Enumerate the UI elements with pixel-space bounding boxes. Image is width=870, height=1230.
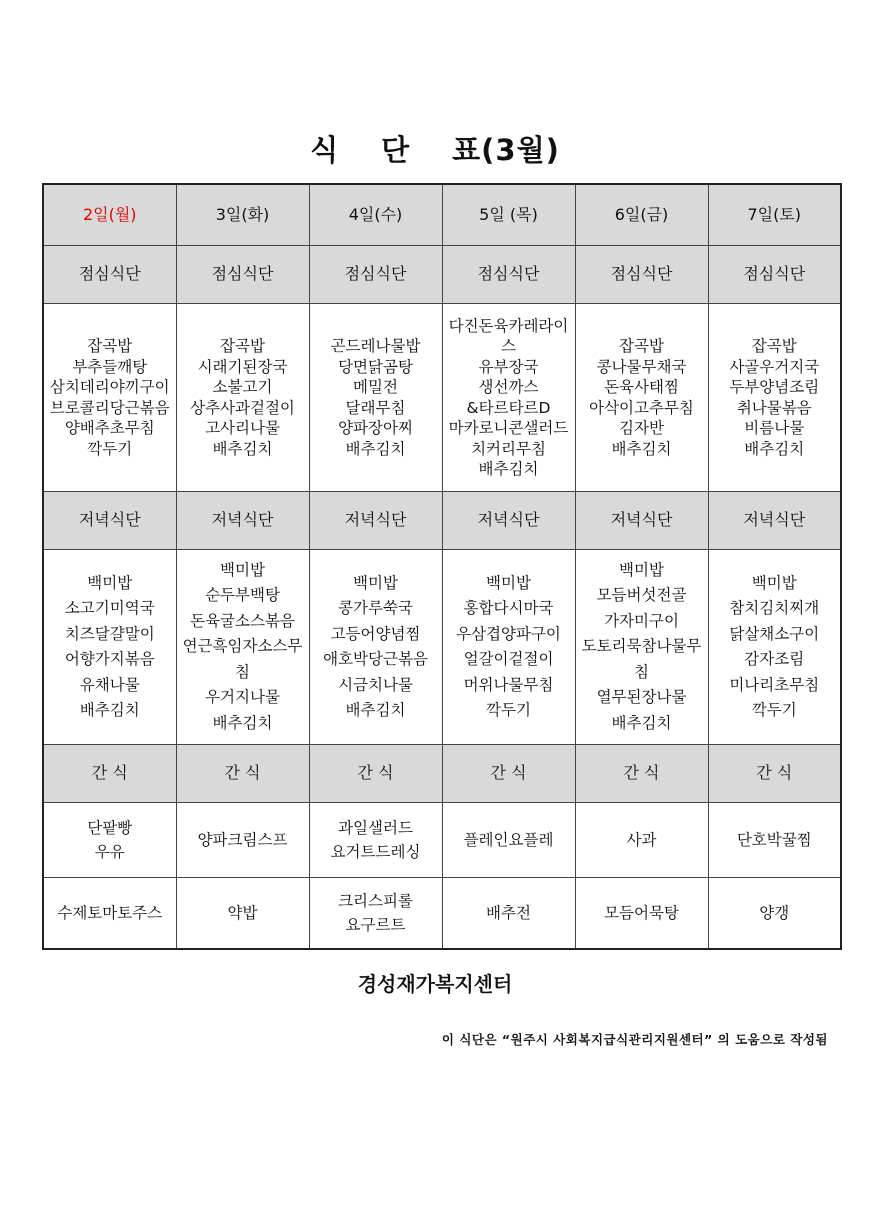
day-header-cell: 7일(토) xyxy=(708,184,841,246)
title-part-3: 표(3월) xyxy=(452,133,560,167)
menu-item: 요거트드레싱 xyxy=(330,843,421,861)
footnote: 이 식단은 “원주시 사회복지급식관리지원센터” 의 도움으로 작성됨 xyxy=(441,1032,828,1047)
menu-item: 깍두기 xyxy=(751,701,797,719)
menu-item: 양배추초무침 xyxy=(64,419,155,437)
lunch-menu-cell xyxy=(43,304,176,492)
menu-item: 배추김치 xyxy=(345,701,406,719)
menu-item: 깍두기 xyxy=(87,439,133,458)
menu-item: 상추사과겉절이 xyxy=(190,398,295,417)
menu-item: 배추김치 xyxy=(345,439,406,458)
snack-cell xyxy=(575,878,708,950)
menu-item: 당면닭곰탕 xyxy=(338,357,413,376)
section-label-lunch: 점심식단 xyxy=(176,246,309,304)
menu-item: 얼갈이겉절이 xyxy=(463,650,554,668)
menu-item: 깍두기 xyxy=(486,701,531,719)
dinner-menu-cell xyxy=(575,550,708,745)
menu-item: 소불고기 xyxy=(212,378,273,396)
title-part-1: 식 xyxy=(310,133,340,167)
menu-item: 김자반 xyxy=(619,419,664,437)
menu-item: 미나리초무침 xyxy=(729,675,820,694)
menu-item: 어향가지볶음 xyxy=(64,650,155,668)
menu-item: 백미밥 xyxy=(220,560,265,579)
snack-cell xyxy=(176,803,309,878)
menu-item: 모듬어묵탕 xyxy=(604,904,679,922)
menu-item: 닭살채소구이 xyxy=(729,624,820,643)
menu-item: 비름나물 xyxy=(744,419,805,437)
menu-item: 잡곡밥 xyxy=(220,337,265,355)
dinner-menu-row xyxy=(43,550,841,745)
menu-item: 백미밥 xyxy=(87,573,133,592)
dinner-menu-cell xyxy=(309,550,442,745)
menu-item: 콩가루쑥국 xyxy=(338,599,413,617)
menu-item: 유채나물 xyxy=(79,675,140,694)
snack-cell xyxy=(708,803,841,878)
menu-item: 열무된장나물 xyxy=(596,688,687,707)
section-label-lunch: 점심식단 xyxy=(309,246,442,304)
section-label-lunch: 점심식단 xyxy=(708,246,841,304)
section-label-snack: 간 식 xyxy=(43,745,176,803)
menu-item: 배추김치 xyxy=(212,713,273,732)
menu-item: 애호박당근볶음 xyxy=(323,650,428,668)
menu-item: 고등어양념찜 xyxy=(330,624,421,643)
menu-item: 잡곡밥 xyxy=(87,337,133,355)
menu-item: 우삼겹양파구이 xyxy=(456,624,561,643)
section-label-snack: 간 식 xyxy=(708,745,841,803)
section-label-dinner: 저녁식단 xyxy=(309,492,442,550)
meal-plan-table xyxy=(42,183,842,950)
menu-item: 양갱 xyxy=(759,904,790,922)
lunch-section-row xyxy=(43,246,841,304)
snack-cell xyxy=(43,878,176,950)
lunch-menu-cell xyxy=(575,304,708,492)
day-header-cell: 5일 (목) xyxy=(442,184,575,246)
menu-item: 순두부백탕 xyxy=(205,586,280,605)
section-label-dinner: 저녁식단 xyxy=(442,492,575,550)
day-header-cell: 4일(수) xyxy=(309,184,442,246)
menu-item: 양파장아찌 xyxy=(338,419,413,437)
section-label-dinner: 저녁식단 xyxy=(575,492,708,550)
menu-item: 삼치데리야끼구이 xyxy=(49,378,170,396)
menu-item: 소고기미역국 xyxy=(64,599,155,617)
menu-item: 양파크림스프 xyxy=(197,831,288,849)
menu-item: 돈육사태찜 xyxy=(604,378,679,396)
menu-item: 고사리나물 xyxy=(205,419,280,437)
section-label-snack: 간 식 xyxy=(442,745,575,803)
menu-item: 백미밥 xyxy=(619,560,664,579)
day-header-cell: 2일(월) xyxy=(43,184,176,246)
menu-item: 배추김치 xyxy=(744,439,805,458)
menu-item: 우거지나물 xyxy=(205,688,280,707)
snack-cell xyxy=(442,803,575,878)
section-label-dinner: 저녁식단 xyxy=(176,492,309,550)
section-label-lunch: 점심식단 xyxy=(43,246,176,304)
menu-item: 돈육굴소스볶음 xyxy=(190,611,295,630)
menu-item: 달래무침 xyxy=(345,398,406,417)
section-label-lunch: 점심식단 xyxy=(575,246,708,304)
menu-item: 곤드레나물밥 xyxy=(330,337,421,355)
menu-item: 브로콜리당근볶음 xyxy=(49,398,170,417)
menu-item: 메밀전 xyxy=(353,378,398,396)
menu-item: 잡곡밥 xyxy=(751,337,797,355)
menu-item: &타르타르D xyxy=(466,398,551,417)
menu-item: 크리스피롤 xyxy=(338,892,413,910)
dinner-menu-cell xyxy=(442,550,575,745)
menu-item: 두부양념조림 xyxy=(729,378,820,396)
menu-item: 사골우거지국 xyxy=(729,357,820,376)
menu-item: 참치김치찌개 xyxy=(729,599,820,617)
dinner-section-row xyxy=(43,492,841,550)
menu-item: 다진돈육카레라이스 xyxy=(448,316,569,355)
menu-item: 마카로니콘샐러드 xyxy=(448,419,569,437)
menu-item: 단팥빵 xyxy=(87,819,133,837)
menu-item: 배추김치 xyxy=(478,460,539,478)
menu-item: 도토리묵참나물무침 xyxy=(581,637,702,681)
menu-item: 플레인요플레 xyxy=(463,831,554,849)
menu-item: 배추김치 xyxy=(611,439,672,458)
menu-item: 유부장국 xyxy=(478,357,539,376)
section-label-snack: 간 식 xyxy=(575,745,708,803)
menu-item: 백미밥 xyxy=(353,573,398,592)
section-label-dinner: 저녁식단 xyxy=(708,492,841,550)
menu-item: 요구르트 xyxy=(345,916,406,934)
menu-item: 배추김치 xyxy=(79,701,140,719)
menu-item: 약밥 xyxy=(227,904,258,922)
menu-item: 감자조림 xyxy=(744,650,805,668)
menu-item: 단호박꿀찜 xyxy=(736,831,812,849)
menu-item: 콩나물무채국 xyxy=(596,357,687,376)
menu-item: 배추전 xyxy=(486,904,531,922)
title-part-2: 단 xyxy=(381,133,411,167)
section-label-lunch: 점심식단 xyxy=(442,246,575,304)
snack-cell xyxy=(43,803,176,878)
snack-cell xyxy=(309,878,442,950)
snack-row-1 xyxy=(43,803,841,878)
snack-cell xyxy=(442,878,575,950)
menu-item: 잡곡밥 xyxy=(619,337,664,355)
dinner-menu-cell xyxy=(43,550,176,745)
menu-item: 사과 xyxy=(626,831,657,849)
center-name: 경성재가복지센터 xyxy=(357,972,513,996)
menu-item: 부추들깨탕 xyxy=(72,357,148,376)
menu-item: 배추김치 xyxy=(212,439,273,458)
menu-item: 과일샐러드 xyxy=(338,819,413,837)
menu-item: 아삭이고추무침 xyxy=(589,398,694,417)
menu-item: 취나물볶음 xyxy=(736,398,812,417)
dinner-menu-cell xyxy=(708,550,841,745)
lunch-menu-cell xyxy=(442,304,575,492)
menu-item: 배추김치 xyxy=(611,713,672,732)
menu-item: 홍합다시마국 xyxy=(463,599,554,617)
lunch-menu-row xyxy=(43,304,841,492)
menu-item: 수제토마토주스 xyxy=(57,904,163,922)
menu-item: 우유 xyxy=(94,843,125,861)
snack-cell xyxy=(309,803,442,878)
snack-cell xyxy=(575,803,708,878)
day-header-row xyxy=(43,184,841,246)
menu-item: 시래기된장국 xyxy=(197,357,288,376)
menu-item: 치커리무침 xyxy=(471,439,546,458)
section-label-dinner: 저녁식단 xyxy=(43,492,176,550)
menu-item: 생선까스 xyxy=(478,378,539,396)
lunch-menu-cell xyxy=(176,304,309,492)
menu-item: 머위나물무침 xyxy=(463,675,554,694)
menu-item: 치즈달걀말이 xyxy=(64,624,155,643)
section-label-snack: 간 식 xyxy=(309,745,442,803)
menu-item: 가자미구이 xyxy=(604,611,679,630)
dinner-menu-cell xyxy=(176,550,309,745)
menu-item: 시금치나물 xyxy=(338,675,413,694)
section-label-snack: 간 식 xyxy=(176,745,309,803)
snack-section-row xyxy=(43,745,841,803)
snack-cell xyxy=(708,878,841,950)
page-title xyxy=(0,128,870,169)
menu-item: 백미밥 xyxy=(486,573,531,592)
day-header-cell: 3일(화) xyxy=(176,184,309,246)
lunch-menu-cell xyxy=(708,304,841,492)
snack-cell xyxy=(176,878,309,950)
snack-row-2 xyxy=(43,878,841,950)
day-header-cell: 6일(금) xyxy=(575,184,708,246)
menu-item: 백미밥 xyxy=(751,573,797,592)
menu-item: 연근흑임자소스무침 xyxy=(182,637,303,681)
lunch-menu-cell xyxy=(309,304,442,492)
menu-item: 모듬버섯전골 xyxy=(596,586,687,605)
